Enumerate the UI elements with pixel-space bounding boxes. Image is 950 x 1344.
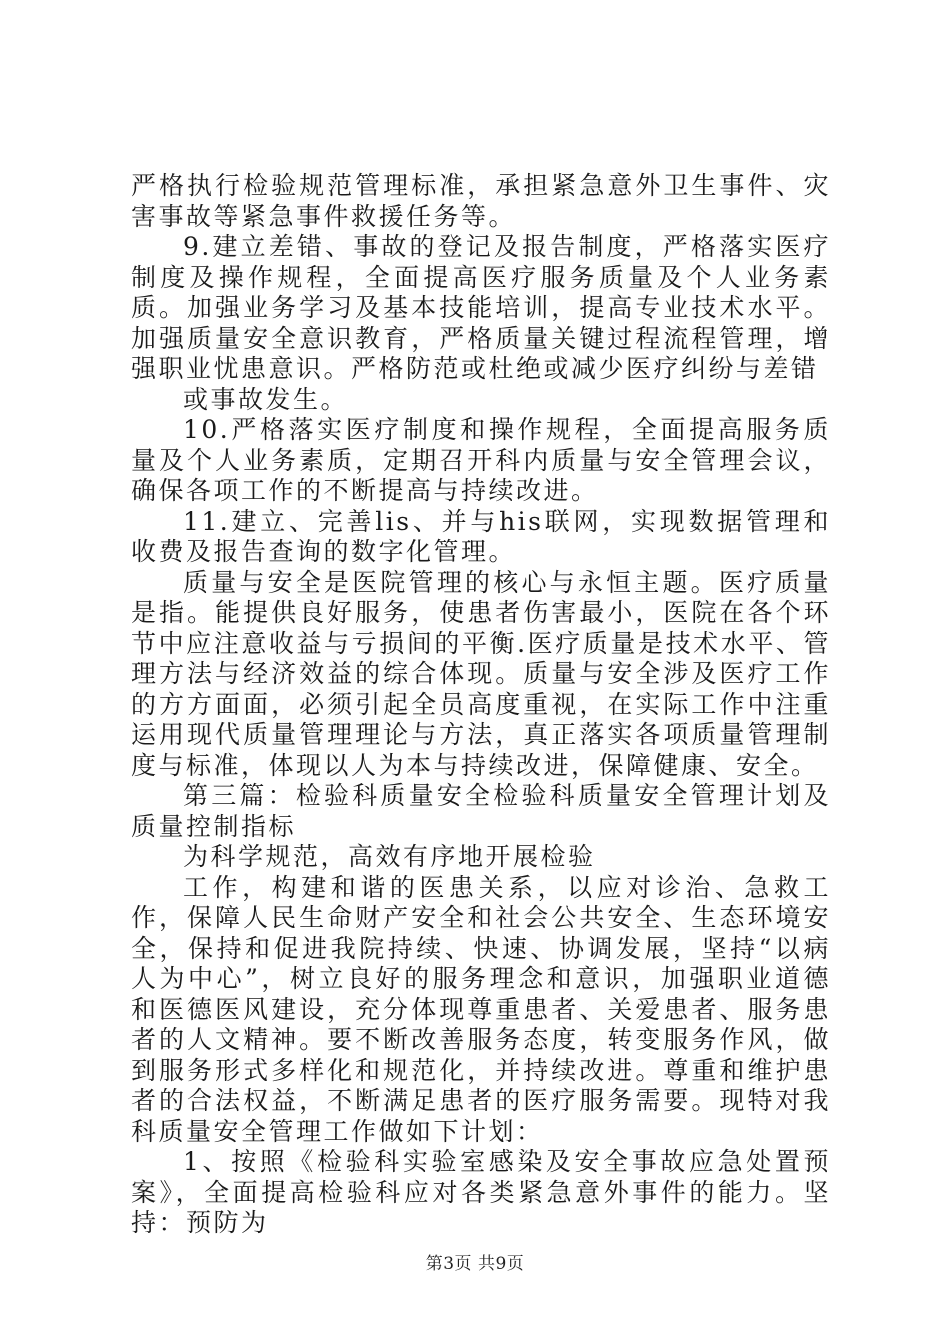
document-body (131, 171, 831, 1239)
section-heading-part-3: 第三篇：检验科质量安全检验科质量安全管理计划及质量控制指标 (131, 781, 831, 841)
paragraph-work-plan: 工作，构建和谐的医患关系，以应对诊治、急救工作，保障人民生命财产安全和社会公共安全、生态环境安全，保持和促进我院持续、快速、协调发展，坚持“以病人为中心”，树立良好的服务理念和意识，加强职业道德和医德医风建设，充分体现尊重患者、关爱患者、服务患者的人文精神。要不断改善服务态度，转变服务作风，做到服务形式多样化和规范化，并持续改进。尊重和维护患者的合法权益，不断满足患者的医疗服务需要。现特对我科质量安全管理工作做如下计划： (131, 872, 831, 1146)
paragraph-item-1: 1、按照《检验科实验室感染及安全事故应急处置预案》，全面提高检验科应对各类紧急意外事件的能力。坚持：预防为 (131, 1147, 831, 1237)
paragraph-item-10: 10.严格落实医疗制度和操作规程，全面提高服务质量及个人业务素质，定期召开科内质量与安全管理会议，确保各项工作的不断提高与持续改进。 (131, 415, 831, 505)
paragraph-item-9-end: 或事故发生。 (183, 384, 349, 414)
paragraph-continuation: 严格执行检验规范管理标准，承担紧急意外卫生事件、灾害事故等紧急事件救援任务等。 (131, 171, 831, 231)
page-footer: 第3页 共9页 (425, 1254, 525, 1274)
paragraph-item-11: 11.建立、完善lis、并与his联网，实现数据管理和收费及报告查询的数字化管理。 (131, 506, 831, 566)
paragraph-item-9: 9.建立差错、事故的登记及报告制度，严格落实医疗制度及操作规程，全面提高医疗服务质量及个人业务素质。加强业务学习及基本技能培训，提高专业技术水平。加强质量安全意识教育，严格质量关键过程流程管理，增强职业忧患意识。严格防范或杜绝或减少医疗纠纷与差错 (131, 232, 831, 383)
paragraph-intro: 为科学规范，高效有序地开展检验 (183, 842, 596, 871)
paragraph-quality-safety: 质量与安全是医院管理的核心与永恒主题。医疗质量是指。能提供良好服务，使患者伤害最小，医院在各个环节中应注意收益与亏损间的平衡.医疗质量是技术水平、管理方法与经济效益的综合体现。质量与安全涉及医疗工作的方方面面，必须引起全员高度重视，在实际工作中注重运用现代质量管理理论与方法，真正落实各项质量管理制度与标准，体现以人为本与持续改进，保障健康、安全。 (131, 567, 831, 780)
